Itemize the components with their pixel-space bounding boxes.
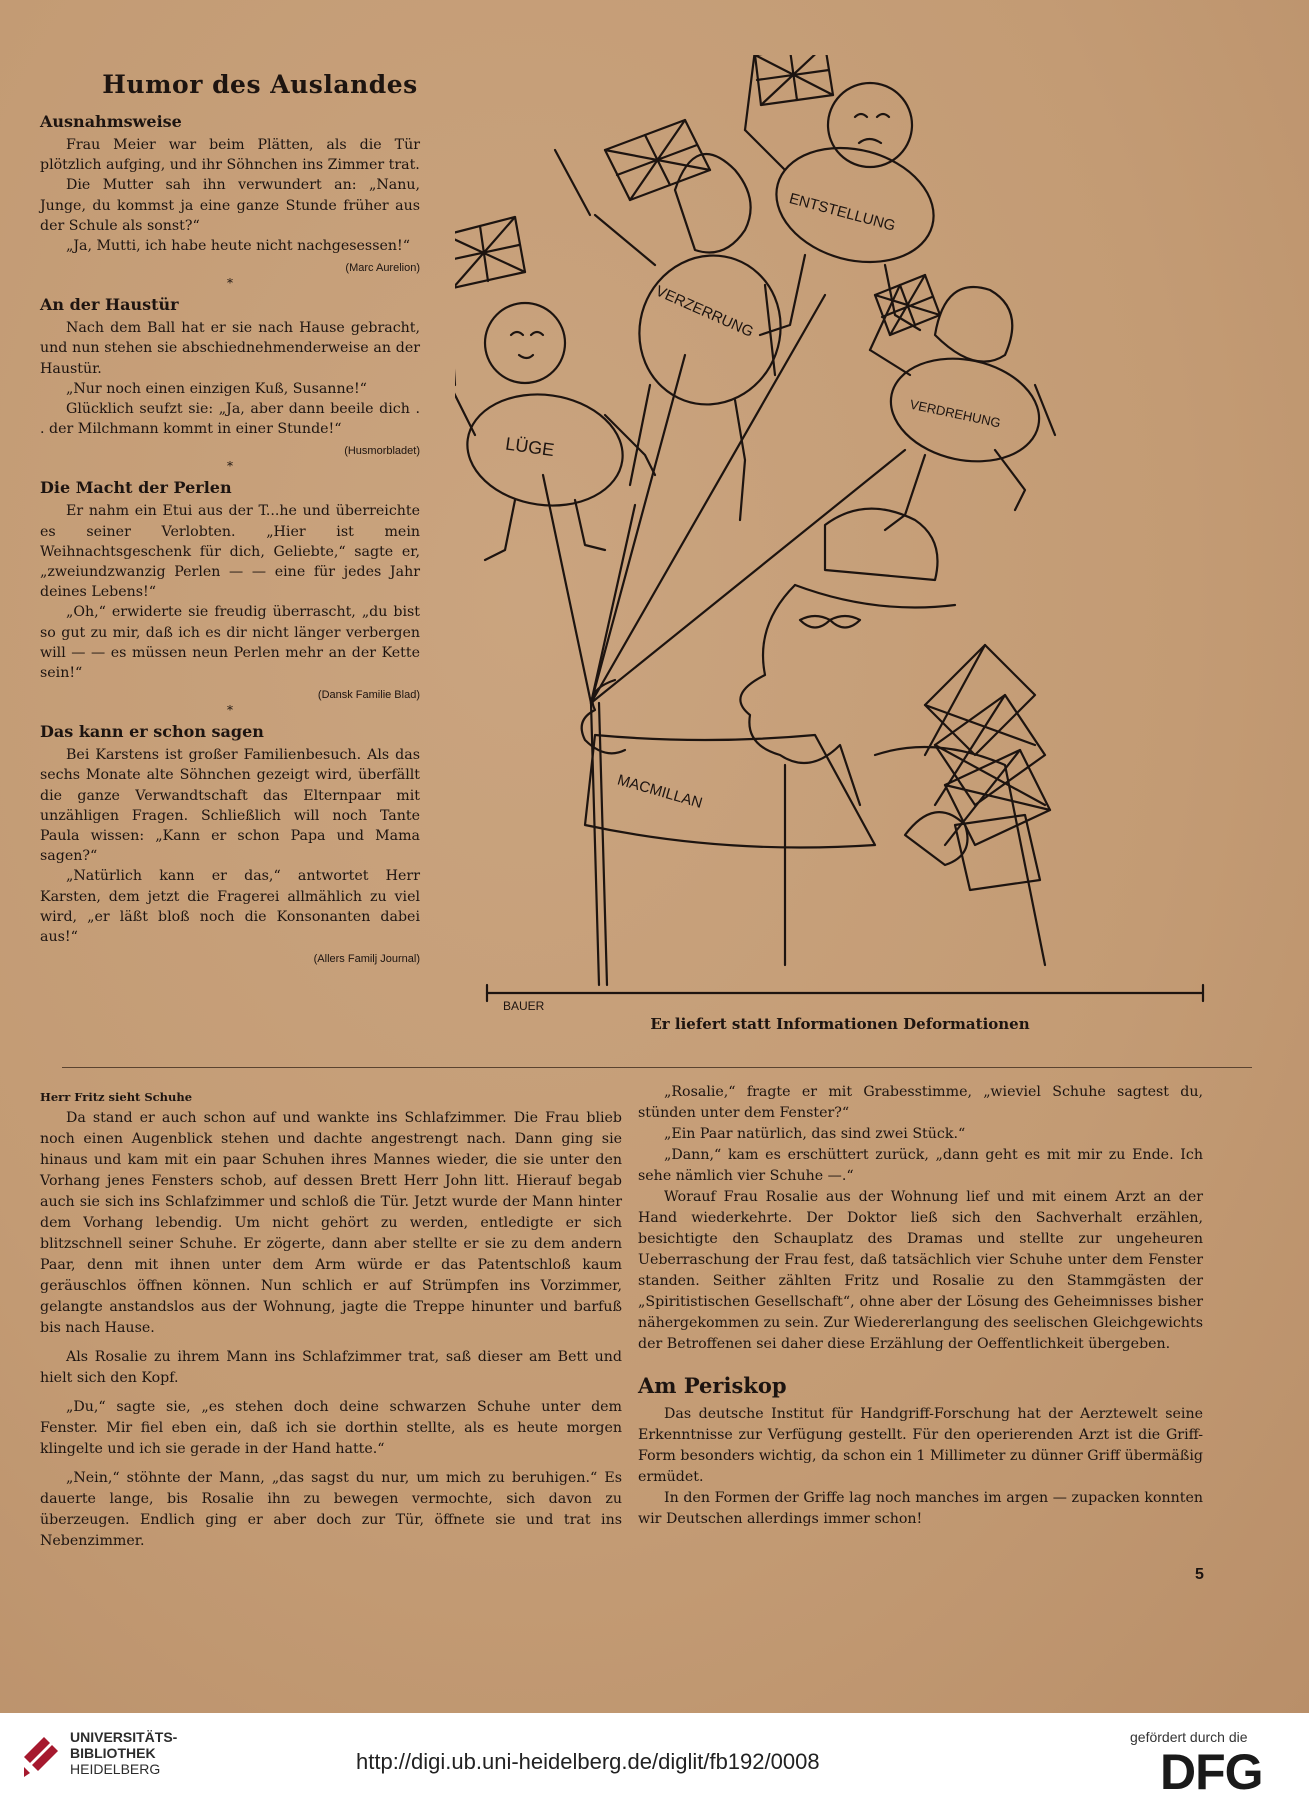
- fritz-column-left: [40, 1090, 622, 1552]
- institution-line: UNIVERSITÄTS-: [70, 1729, 178, 1745]
- library-footer: [0, 1713, 1309, 1809]
- article-haustuer: [40, 295, 420, 472]
- separator-star: *: [227, 276, 233, 291]
- cartoon-illustration: [455, 55, 1215, 1030]
- source-credit: (Marc Aurelion): [345, 262, 420, 275]
- article-ausnahmsweise: [40, 112, 420, 289]
- source-credit: (Husmorbladet): [344, 445, 420, 458]
- paragraph: In den Formen der Griffe lag noch manches im argen — zupacken konnten wir Deutschen allerdings immer schon!: [638, 1490, 1203, 1527]
- paragraph: Glücklich seufzt sie: „Ja, aber dann beeile dich . . der Milchmann kommt in einer Stunde!“: [40, 401, 420, 438]
- funding-note: gefördert durch die: [1130, 1729, 1248, 1745]
- section-title: Humor des Auslandes: [102, 70, 418, 99]
- article-sagen: [40, 722, 420, 966]
- paragraph: „Dann,“ kam es erschüttert zurück, „dann geht es mit mir zu Ende. Ich sehe nämlich vier Schuhe —.“: [638, 1147, 1203, 1184]
- article-title: Herr Fritz sieht Schuhe: [40, 1090, 193, 1104]
- separator-star: *: [227, 703, 233, 718]
- article-perlen: [40, 478, 420, 716]
- article-title: Die Macht der Perlen: [40, 478, 232, 498]
- label-entstellung: ENTSTELLUNG: [787, 190, 898, 235]
- source-credit: (Dansk Familie Blad): [317, 689, 420, 702]
- university-library-logo-icon: [20, 1727, 64, 1779]
- dfg-logo: DFG: [1160, 1744, 1263, 1800]
- label-macmillan: MACMILLAN: [615, 771, 705, 812]
- paragraph: „Oh,“ erwiderte sie freudig überrascht, „du bist so gut zu mir, daß ich es dir nicht länger verbergen will — — es müssen neun Perlen mehr an der Kette sein!“: [40, 604, 420, 682]
- fritz-column-right: [638, 1082, 1203, 1530]
- page-number: 5: [1195, 1566, 1204, 1583]
- paragraph: „Rosalie,“ fragte er mit Grabesstimme, „wieviel Schuhe sagtest du, stünden unter dem Fenster?“: [638, 1084, 1203, 1121]
- artist-signature: BAUER: [503, 999, 545, 1013]
- source-credit: (Allers Familj Journal): [313, 953, 420, 966]
- paragraph: Bei Karstens ist großer Familienbesuch. Als das sechs Monate alte Söhnchen gezeigt wird, überfällt die ganze Verwandtschaft das Elternpaar mit unzähligen Fragen. Schließlich will noch Tante Paula wissen: „Kann er schon Papa und Mama sagen?“: [40, 747, 420, 865]
- paragraph: „Ein Paar natürlich, das sind zwei Stück.“: [664, 1126, 966, 1142]
- periskop-title: Am Periskop: [638, 1373, 787, 1398]
- paragraph: „Du,“ sagte sie, „es stehen doch deine schwarzen Schuhe unter dem Fenster. Mir fiel eben ein, daß ich sie dorthin stellte, als es heute morgen klingelte und ich sie gerade in der Hand hatte.“: [40, 1399, 622, 1457]
- paragraph: Als Rosalie zu ihrem Mann ins Schlafzimmer trat, saß dieser am Bett und hielt sich den Kopf.: [40, 1349, 622, 1386]
- paragraph: [40, 236, 420, 256]
- paragraph: Da stand er auch schon auf und wankte ins Schlafzimmer. Die Frau blieb noch einen Augenblick stehen und dachte angestrengt nach. Dann ging sie hinaus und kam mit ein paar Schuhen ihres Mannes wieder, die sie unter den Vorhang jenes Fensters schob, auf dessen Brett Herr John litt. Hierauf begab auch sie sich ins Schlafzimmer und schloß die Tür. Jetzt wurde der Mann hinter dem Vorhang lebendig. Um nicht gehört zu werden, entledigte er sich blitzschnell seiner Schuhe. Er zögerte, dann aber stellte er sie zu dem andern Paar, denn mit ihnen unter dem Arm würde er das Patentschloß kaum geräuschlos öffnen können. Nun schlich er auf Strümpfen ins Vorzimmer, gelangte anstandslos aus der Wohnung, jagte die Treppe hinunter und barfuß bis nach Hause.: [40, 1110, 622, 1336]
- source-url-link[interactable]: http://digi.ub.uni-heidelberg.de/diglit/fb192/0008: [356, 1749, 820, 1774]
- institution-line: BIBLIOTHEK: [70, 1745, 156, 1761]
- label-verdrehung: VERDREHUNG: [908, 396, 1003, 431]
- paragraph: Nach dem Ball hat er sie nach Hause gebracht, und nun stehen sie abschiednehmenderweise an der Haustür.: [40, 320, 420, 377]
- paragraph: Die Mutter sah ihn verwundert an: „Nanu, Junge, du kommst ja eine ganze Stunde früher aus der Schule als sonst?“: [40, 177, 420, 234]
- institution-name: [70, 1729, 177, 1777]
- paragraph: „Nein,“ stöhnte der Mann, „das sagst du nur, um mich zu beruhigen.“ Es dauerte lange, bis Rosalie ihn zu bewegen vermochte, sich davon zu überzeugen. Endlich ging er aber doch zur Tür, öffnete sie und trat ins Nebenzimmer.: [40, 1470, 622, 1549]
- paragraph: „Nur noch einen einzigen Kuß, Susanne!“: [66, 380, 367, 397]
- paragraph: Worauf Frau Rosalie aus der Wohnung lief und mit einem Arzt an der Hand wiederkehrte. Der Doktor ließ sich den Sachverhalt erzählen, besichtigte den Schauplatz des Dramas und stellte zur ungeheuren Ueberraschung der Frau fest, daß tatsächlich vier Schuhe unter dem Fenster standen. Seither zählten Fritz und Rosalie zu den Stammgästen der „Spiritistischen Gesellschaft“, ohne aber der Lösung des Geheimnisses bisher nähergekommen zu sein. Zur Wiedererlangung des seelischen Gleichgewichts der Betroffenen sei daher diese Erzählung der Oeffentlichkeit übergeben.: [638, 1189, 1203, 1352]
- cartoon-caption: Er liefert statt Informationen Deformationen: [650, 1015, 1030, 1033]
- paragraph: Frau Meier war beim Plätten, als die Tür plötzlich aufging, und ihr Söhnchen ins Zimmer trat.: [40, 137, 420, 174]
- section-divider: [62, 1067, 1252, 1068]
- paragraph: Das deutsche Institut für Handgriff-Forschung hat der Aerztewelt seine Erkenntnisse zur Verfügung gestellt. Für den operierenden Arzt ist die Griff-Form besonders wichtig, da schon ein 1 Millimeter zu dünner Griff übermäßig ermüdet.: [638, 1406, 1203, 1485]
- paragraph-text: „Ja, Mutti, ich habe heute nicht nachgesessen!“: [66, 238, 410, 255]
- institution-line: HEIDELBERG: [70, 1761, 161, 1777]
- separator-star: *: [227, 459, 233, 474]
- paragraph: Er nahm ein Etui aus der T...he und überreichte es seiner Verlobten. „Hier ist mein Weihnachtsgeschenk für dich, Geliebte,“ sagte er, „zweiundzwanzig Perlen — — eine für jedes Jahr deines Lebens!“: [40, 503, 420, 601]
- article-title: An der Haustür: [40, 295, 179, 315]
- article-title: Das kann er schon sagen: [40, 722, 264, 742]
- article-title: Ausnahmsweise: [40, 112, 182, 131]
- paragraph: „Natürlich kann er das,“ antwortet Herr Karsten, dem jetzt die Fragerei allmählich zu viel wird, „er läßt bloß noch die Konsonanten dabei aus!“: [40, 868, 420, 946]
- humor-column: [40, 112, 420, 966]
- label-luege: LÜGE: [504, 433, 556, 461]
- label-verzerrung: VERZERRUNG: [653, 282, 756, 341]
